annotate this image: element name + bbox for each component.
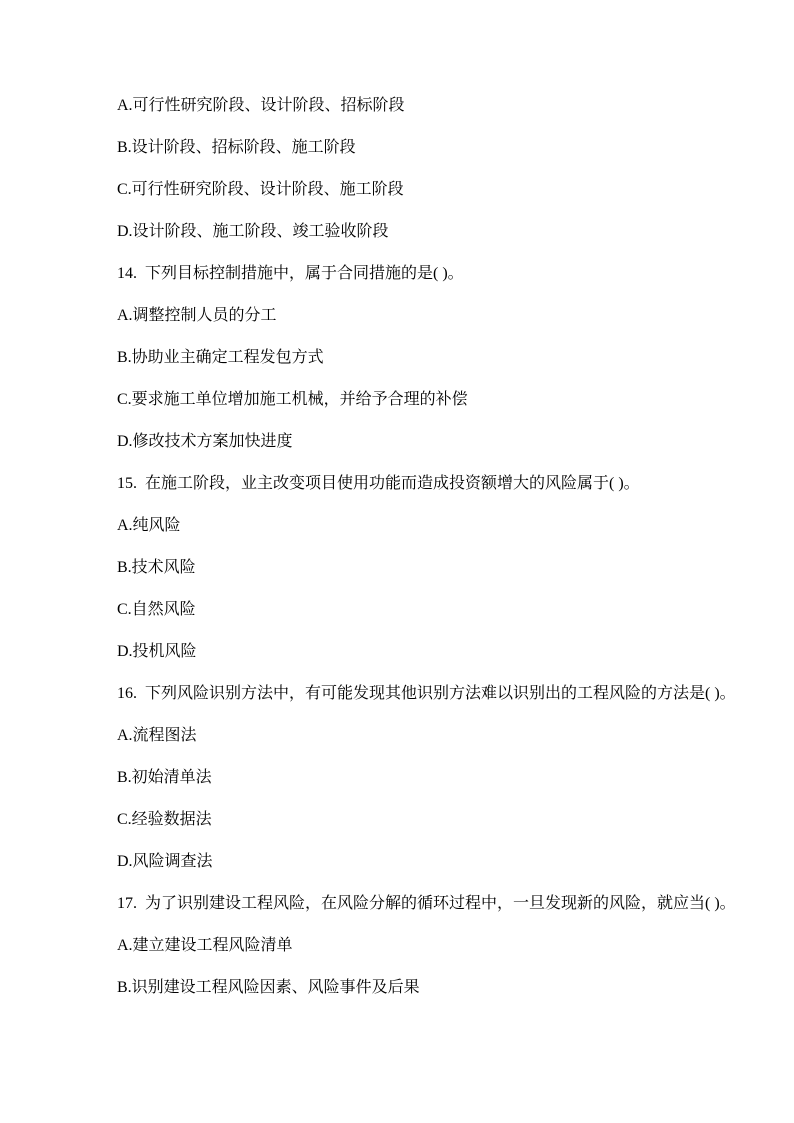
option-line: B.技术风险 bbox=[117, 559, 196, 576]
option-line: D.投机风险 bbox=[117, 643, 197, 660]
option-line: A.可行性研究阶段、设计阶段、招标阶段 bbox=[117, 97, 405, 114]
question-stem: 17. 为了识别建设工程风险，在风险分解的循环过程中，一旦发现新的风险，就应当( )。 bbox=[117, 895, 736, 912]
option-line: D.风险调查法 bbox=[117, 853, 213, 870]
option-line: C.可行性研究阶段、设计阶段、施工阶段 bbox=[117, 181, 404, 198]
question-stem: 14. 下列目标控制措施中，属于合同措施的是( )。 bbox=[117, 265, 464, 282]
question-stem: 15. 在施工阶段，业主改变项目使用功能而造成投资额增大的风险属于( )。 bbox=[117, 475, 640, 492]
question-block bbox=[117, 686, 744, 870]
option-line: D.设计阶段、施工阶段、竣工验收阶段 bbox=[117, 223, 389, 240]
question-block bbox=[117, 98, 744, 240]
option-line: A.流程图法 bbox=[117, 727, 197, 744]
option-line: B.协助业主确定工程发包方式 bbox=[117, 349, 324, 366]
option-line: C.经验数据法 bbox=[117, 811, 212, 828]
option-line: A.建立建设工程风险清单 bbox=[117, 937, 293, 954]
question-block bbox=[117, 896, 744, 996]
option-line: B.识别建设工程风险因素、风险事件及后果 bbox=[117, 979, 420, 996]
option-line: C.自然风险 bbox=[117, 601, 196, 618]
option-line: B.初始清单法 bbox=[117, 769, 212, 786]
option-line: A.调整控制人员的分工 bbox=[117, 307, 277, 324]
option-line: A.纯风险 bbox=[117, 517, 181, 534]
question-block bbox=[117, 476, 744, 660]
option-line: C.要求施工单位增加施工机械，并给予合理的补偿 bbox=[117, 391, 468, 408]
question-stem: 16. 下列风险识别方法中，有可能发现其他识别方法难以识别出的工程风险的方法是( )。 bbox=[117, 685, 736, 702]
option-line: B.设计阶段、招标阶段、施工阶段 bbox=[117, 139, 356, 156]
option-line: D.修改技术方案加快进度 bbox=[117, 433, 293, 450]
question-block bbox=[117, 266, 744, 450]
